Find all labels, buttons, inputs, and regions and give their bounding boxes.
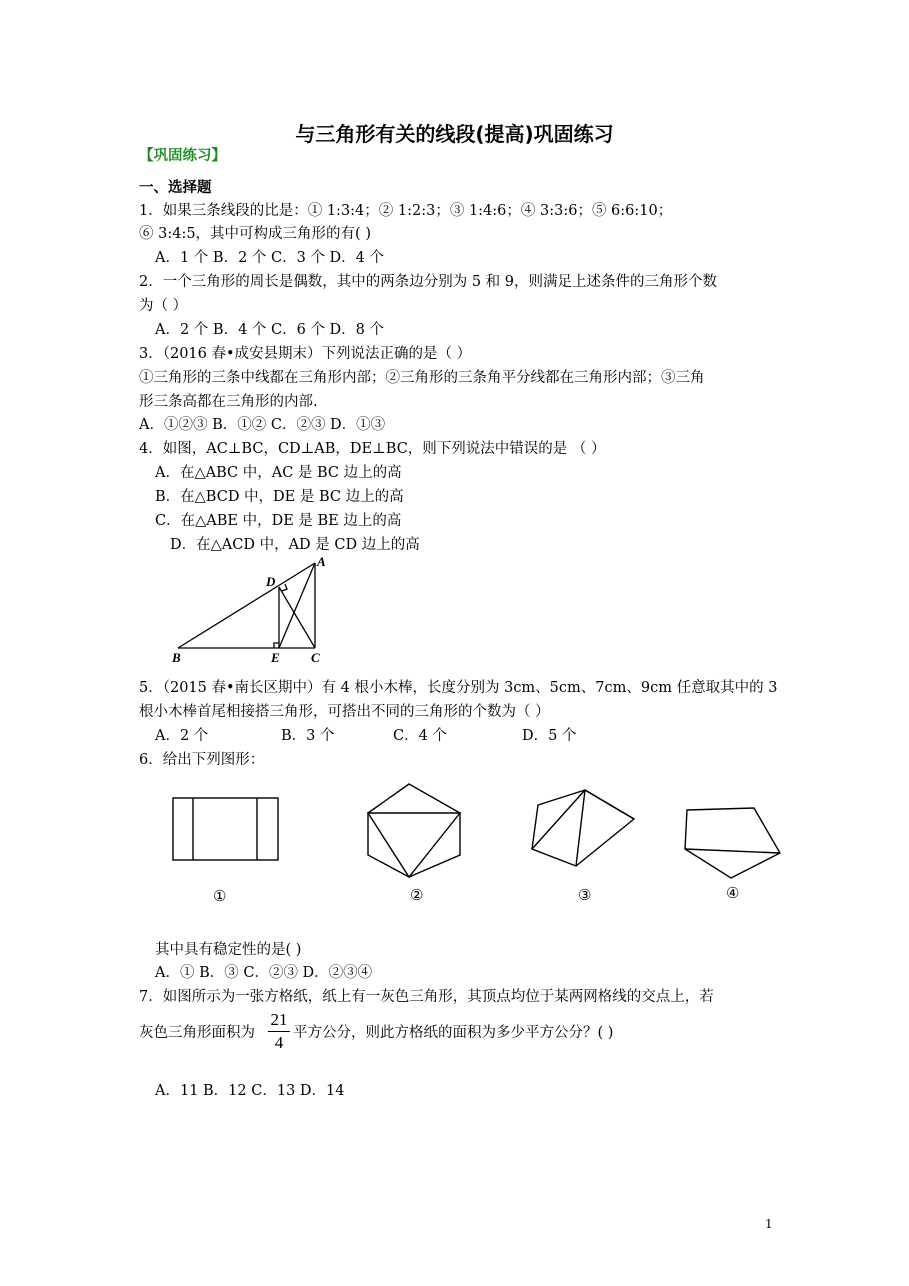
q5-option-b: B．3 个 — [281, 728, 335, 744]
q3-options: A．①②③ B．①② C．②③ D．①③ — [139, 417, 386, 433]
q7-line2-pre: 灰色三角形面积为 — [139, 1025, 255, 1041]
q6-line2: 其中具有稳定性的是( ) — [155, 942, 302, 958]
q2-line1: 2．一个三角形的周长是偶数，其中的两条边分别为 5 和 9，则满足上述条件的三角形个数 — [139, 274, 717, 290]
fraction-denominator: 4 — [274, 1033, 284, 1052]
q1-line1: 1．如果三条线段的比是：① 1:3:4；② 1:2:3；③ 1:4:6；④ 3:3:6；⑤ 6:6:10； — [139, 203, 673, 219]
page-title: 与三角形有关的线段(提高)巩固练习 — [295, 122, 614, 146]
q1-options: A．1 个 B．2 个 C．3 个 D．4 个 — [155, 250, 385, 266]
line-ba — [178, 563, 315, 648]
figure-3-diagonal — [576, 790, 585, 866]
label-b: B — [172, 650, 181, 665]
label-a: A — [317, 556, 326, 569]
q5-line1: 5．（2015 春•南长区期中）有 4 根小木棒，长度分别为 3cm、5cm、7cm、9cm 任意取其中的 3 — [139, 680, 778, 696]
label-c: C — [311, 650, 320, 665]
section-heading: 一、选择题 — [139, 180, 212, 196]
line-ea — [279, 563, 315, 648]
fraction-bar — [268, 1031, 290, 1032]
q3-line2: ①三角形的三条中线都在三角形内部；②三角形的三条角平分线都在三角形内部；③三角 — [139, 370, 705, 386]
q7-line2-post: 平方公分，则此方格纸的面积为多少平方公分？( ) — [293, 1025, 614, 1041]
q5-option-a: A．2 个 — [155, 728, 209, 744]
figure-3-diagonal — [585, 790, 634, 819]
section-tag: 【巩固练习】 — [139, 148, 226, 164]
q4-option-c: C．在△ABE 中，DE 是 BE 边上的高 — [155, 513, 402, 529]
q4-option-a: A．在△ABC 中，AC 是 BC 边上的高 — [155, 465, 402, 481]
right-angle-e — [274, 643, 279, 648]
q4-option-d: D．在△ACD 中，AD 是 CD 边上的高 — [170, 537, 420, 553]
q4-option-b: B．在△BCD 中，DE 是 BC 边上的高 — [155, 489, 404, 505]
q6-options: A．① B．③ C．②③ D．②③④ — [155, 965, 373, 981]
right-angle-d — [282, 584, 287, 591]
q2-line2: 为（ ） — [139, 298, 188, 314]
figure-4-diagonal — [685, 849, 780, 853]
q5-option-d: D．5 个 — [522, 728, 577, 744]
q6-figures — [160, 780, 800, 920]
label-e: E — [271, 650, 280, 665]
q7-line1: 7．如图所示为一张方格纸，纸上有一灰色三角形，其顶点均位于某两网格线的交点上，若 — [139, 989, 714, 1005]
page-number: 1 — [765, 1217, 773, 1231]
figure-4-pentagon — [685, 808, 780, 878]
q2-options: A．2 个 B．4 个 C．6 个 D．8 个 — [155, 322, 385, 338]
q7-options: A．11 B．12 C．13 D．14 — [155, 1083, 345, 1099]
figure-2-triangle — [368, 813, 460, 877]
q1-line2: ⑥ 3:4:5，其中可构成三角形的有( ) — [139, 226, 371, 242]
figure-2-label: ② — [410, 888, 424, 904]
figure-1-rectangle — [173, 798, 278, 860]
q6-line1: 6．给出下列图形： — [139, 752, 265, 768]
q5-line2: 根小木棒首尾相接搭三角形，可搭出不同的三角形的个数为（ ） — [139, 704, 550, 720]
figure-3-label: ③ — [578, 888, 592, 904]
fraction-numerator: 21 — [270, 1010, 288, 1029]
figure-4-label: ④ — [726, 886, 740, 902]
q3-line1: 3．（2016 春•成安县期末）下列说法正确的是（ ） — [139, 346, 472, 362]
figure-1-label: ① — [213, 889, 227, 905]
q5-option-c: C．4 个 — [393, 728, 447, 744]
label-d: D — [266, 574, 276, 589]
q4-triangle-figure — [168, 556, 338, 668]
q4-line1: 4．如图，AC⊥BC，CD⊥AB，DE⊥BC，则下列说法中错误的是 （ ） — [139, 441, 606, 457]
fraction-21-over-4 — [268, 1010, 290, 1053]
q3-line3: 形三条高都在三角形的内部. — [139, 394, 318, 410]
line-dc — [279, 587, 315, 648]
